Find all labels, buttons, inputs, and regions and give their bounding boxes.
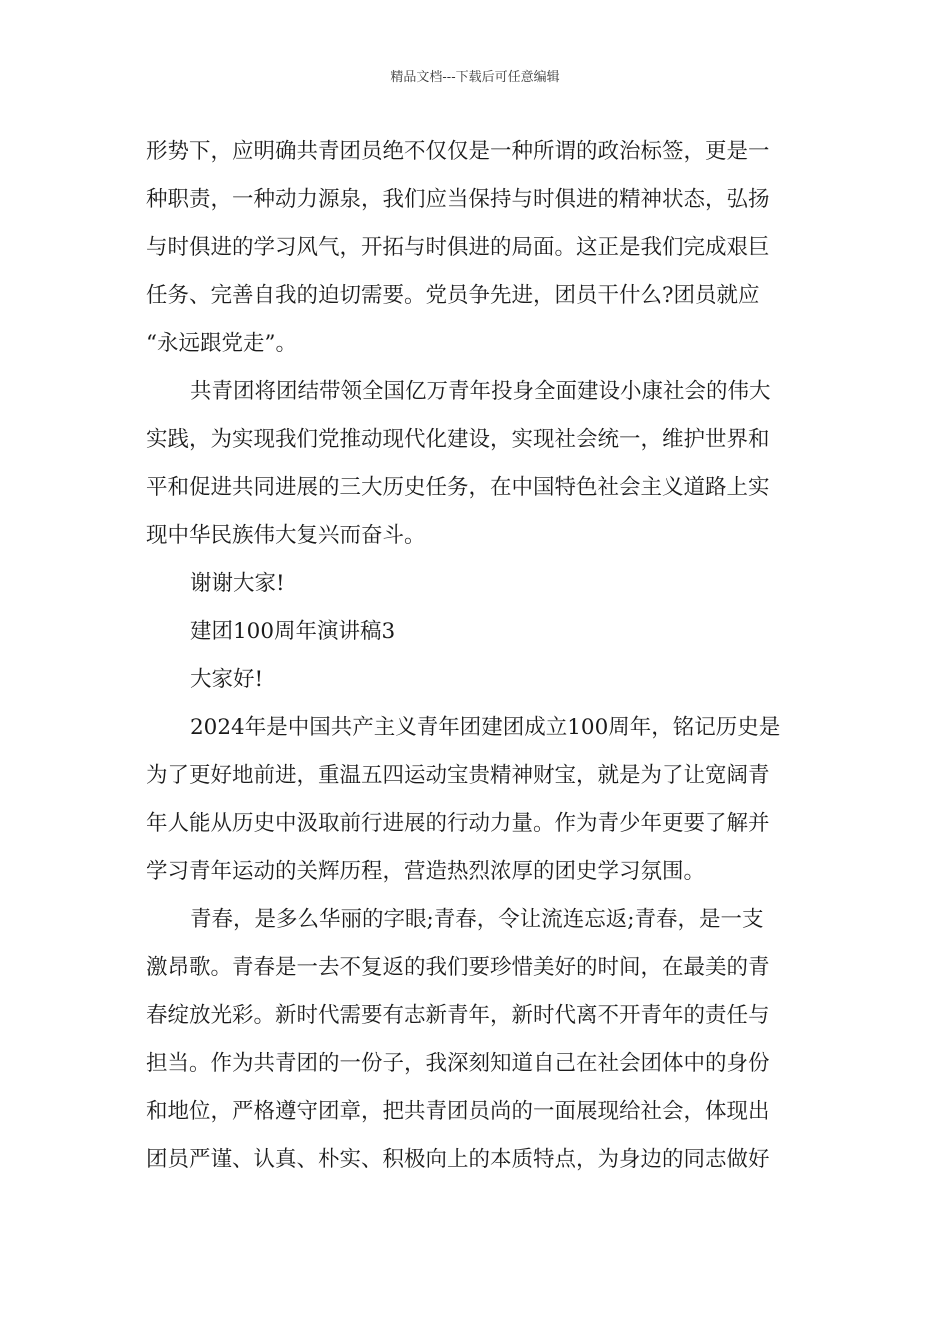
text-line: 建团100周年演讲稿3 — [190, 619, 396, 644]
text-line: 与时俱进的学习风气，开拓与时俱进的局面。这正是我们完成艰巨 — [146, 235, 770, 260]
text-line: 为了更好地前进，重温五四运动宝贵精神财宝，就是为了让宽阔青 — [146, 763, 770, 788]
text-line: 共青团将团结带领全国亿万青年投身全面建设小康社会的伟大 — [190, 379, 771, 404]
text-line: 青春，是多么华丽的字眼;青春，令让流连忘返;青春，是一支 — [190, 907, 764, 932]
text-line: 任务、完善自我的迫切需要。党员争先进，团员干什么?团员就应 — [146, 283, 760, 308]
text-line: 年人能从历史中汲取前行进展的行动力量。作为青少年更要了解并 — [146, 811, 770, 836]
text-line: 平和促进共同进展的三大历史任务，在中国特色社会主义道路上实 — [146, 475, 770, 500]
text-line: 学习青年运动的关辉历程，营造热烈浓厚的团史学习氛围。 — [146, 859, 706, 884]
page-header: 精品文档---下载后可任意编辑 — [390, 70, 560, 85]
text-line: “永远跟党走”。 — [146, 331, 297, 356]
text-line: 实践，为实现我们党推动现代化建设，实现社会统一，维护世界和 — [146, 427, 770, 452]
text-line: 大家好! — [190, 667, 264, 692]
text-line: 谢谢大家! — [190, 571, 285, 596]
text-line: 现中华民族伟大复兴而奋斗。 — [146, 523, 426, 548]
text-line: 种职责，一种动力源泉，我们应当保持与时俱进的精神状态，弘扬 — [146, 187, 770, 212]
text-line: 2024年是中国共产主义青年团建团成立100周年，铭记历史是 — [190, 715, 781, 740]
text-line: 春绽放光彩。新时代需要有志新青年，新时代离不开青年的责任与 — [146, 1003, 770, 1028]
text-line: 形势下，应明确共青团员绝不仅仅是一种所谓的政治标签，更是一 — [146, 139, 770, 164]
text-line: 担当。作为共青团的一份子，我深刻知道自己在社会团体中的身份 — [146, 1051, 770, 1076]
text-line: 激昂歌。青春是一去不复返的我们要珍惜美好的时间，在最美的青 — [146, 955, 770, 980]
document-body — [146, 128, 806, 1184]
text-line: 和地位，严格遵守团章，把共青团员尚的一面展现给社会，体现出 — [146, 1099, 770, 1124]
text-line: 团员严谨、认真、朴实、积极向上的本质特点，为身边的同志做好 — [146, 1147, 770, 1172]
